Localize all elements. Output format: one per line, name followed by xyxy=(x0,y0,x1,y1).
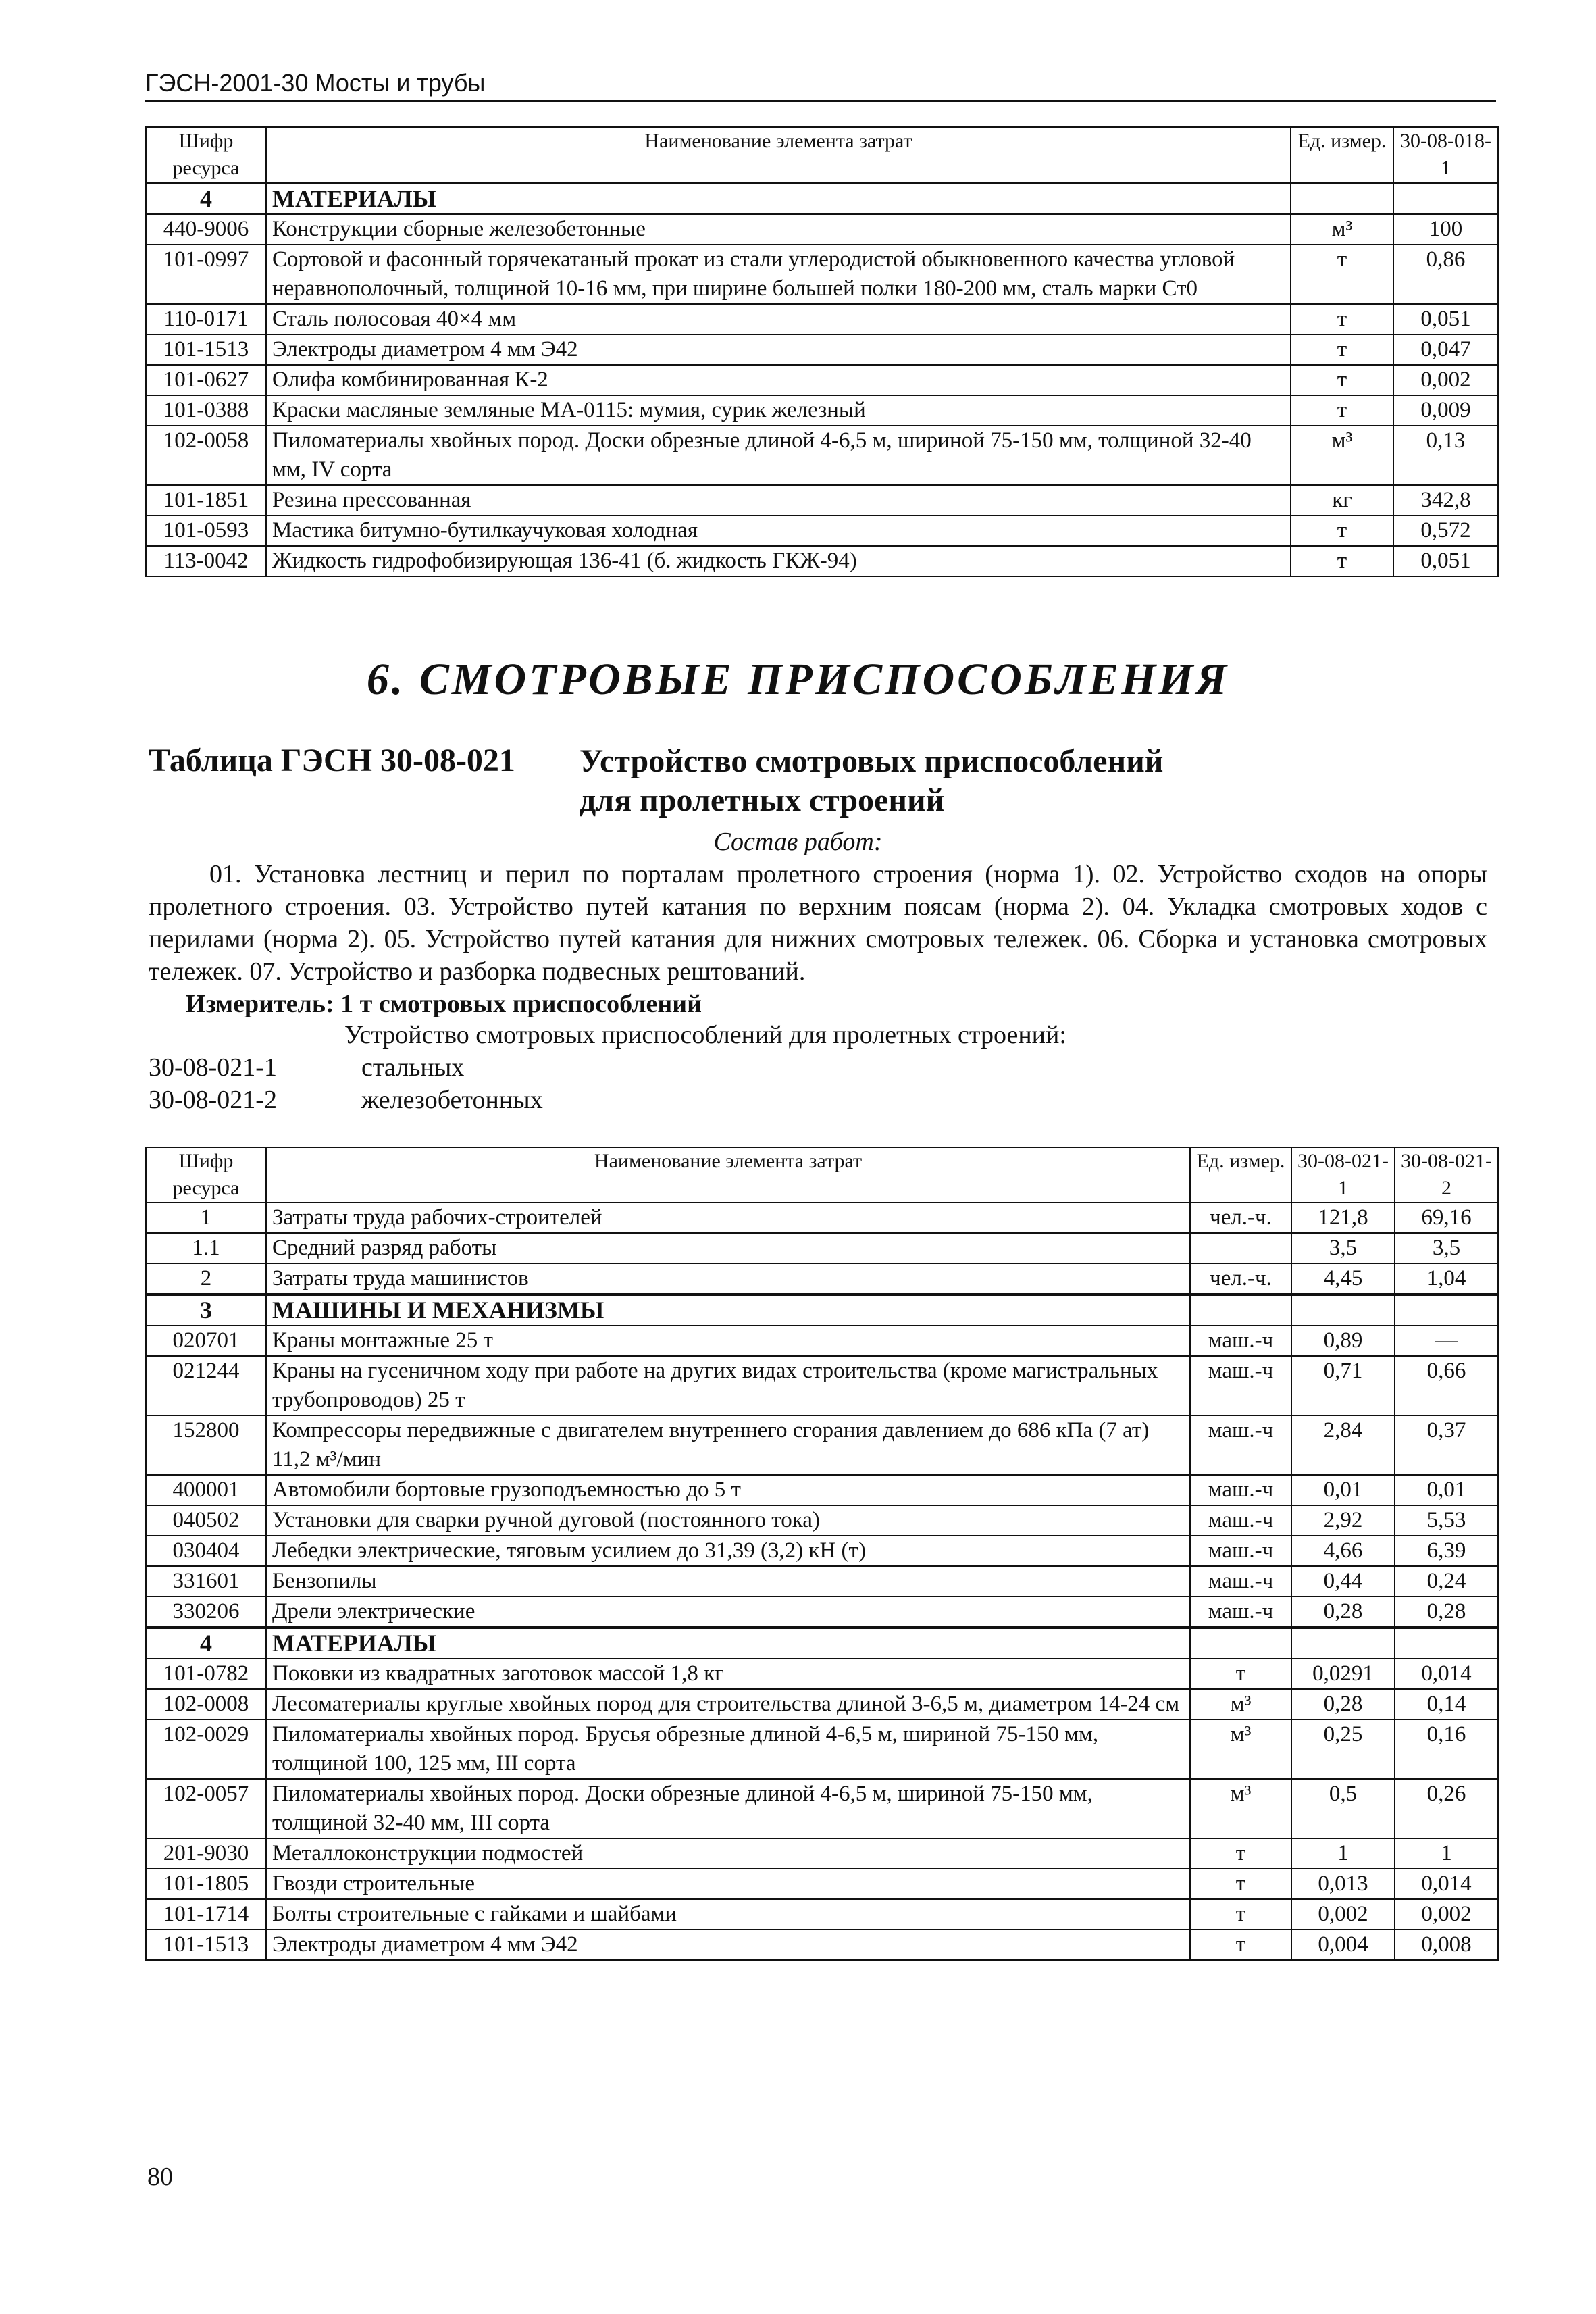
cell-unit: т xyxy=(1291,245,1393,304)
cell-name: Бензопилы xyxy=(266,1566,1190,1596)
cell-norm-2: 5,53 xyxy=(1395,1505,1498,1536)
cell-unit: маш.-ч xyxy=(1190,1356,1291,1415)
cell-norm: 0,572 xyxy=(1393,515,1498,546)
cell-code: 4 xyxy=(146,183,266,214)
cell-code: 101-0627 xyxy=(146,365,266,395)
table-row xyxy=(146,1596,1498,1628)
cell-unit: м³ xyxy=(1190,1719,1291,1779)
cell-norm-1: 3,5 xyxy=(1291,1233,1395,1263)
cell-norm-2: 0,24 xyxy=(1395,1566,1498,1596)
table-label: Таблица ГЭСН 30-08-021 xyxy=(149,743,515,778)
table-row xyxy=(146,1356,1498,1415)
header-name: Наименование элемента затрат xyxy=(266,1147,1190,1203)
table-row xyxy=(146,546,1498,576)
cell-unit: чел.-ч. xyxy=(1190,1203,1291,1233)
cell-unit: т xyxy=(1190,1838,1291,1869)
cell-unit: т xyxy=(1190,1659,1291,1689)
variant-code: 30-08-021-1 xyxy=(149,1053,277,1082)
cell-name: Жидкость гидрофобизирующая 136-41 (б. жидкость ГКЖ-94) xyxy=(266,546,1291,576)
table-group-row xyxy=(146,183,1498,214)
cell-unit: маш.-ч xyxy=(1190,1596,1291,1628)
cell-norm-2: 0,28 xyxy=(1395,1596,1498,1628)
cell-name: Автомобили бортовые грузоподъемностью до 5 т xyxy=(266,1475,1190,1505)
cell-code: 1.1 xyxy=(146,1233,266,1263)
measure-unit: Измеритель: 1 т смотровых приспособлений xyxy=(186,990,702,1018)
cell-code: 101-0782 xyxy=(146,1659,266,1689)
table-row xyxy=(146,1203,1498,1233)
cell-norm: 0,13 xyxy=(1393,426,1498,485)
cell-unit: т xyxy=(1291,334,1393,365)
cell-norm-1: 1 xyxy=(1291,1838,1395,1869)
cell-norm-1: 2,92 xyxy=(1291,1505,1395,1536)
cell-norm-2: 0,014 xyxy=(1395,1869,1498,1899)
cell-norm-1: 0,25 xyxy=(1291,1719,1395,1779)
cell-code: 330206 xyxy=(146,1596,266,1628)
table-row xyxy=(146,426,1498,485)
cell-name: Сталь полосовая 40×4 мм xyxy=(266,304,1291,334)
cell-norm-2: 1 xyxy=(1395,1838,1498,1869)
cell-unit: маш.-ч xyxy=(1190,1415,1291,1475)
cell-name: Металлоконструкции подмостей xyxy=(266,1838,1190,1869)
table-row xyxy=(146,1263,1498,1294)
cell-code: 102-0008 xyxy=(146,1689,266,1719)
cell-unit: т xyxy=(1190,1869,1291,1899)
header-norm-2: 30-08-021-2 xyxy=(1395,1147,1498,1203)
cell-code: 101-1851 xyxy=(146,485,266,515)
cell-unit: кг xyxy=(1291,485,1393,515)
table-row xyxy=(146,485,1498,515)
cell-name: Поковки из квадратных заготовок массой 1,8 кг xyxy=(266,1659,1190,1689)
cell-norm-2: 6,39 xyxy=(1395,1536,1498,1566)
header-code: Шифр ресурса xyxy=(146,127,266,183)
cell-norm: 0,009 xyxy=(1393,395,1498,426)
cell-norm-2 xyxy=(1395,1628,1498,1659)
cell-norm-2: 0,014 xyxy=(1395,1659,1498,1689)
cell-norm-1 xyxy=(1291,1294,1395,1326)
cell-code: 101-1714 xyxy=(146,1899,266,1930)
cell-code: 021244 xyxy=(146,1356,266,1415)
table-row xyxy=(146,245,1498,304)
cell-code: 1 xyxy=(146,1203,266,1233)
table-row xyxy=(146,1505,1498,1536)
cell-norm: 0,86 xyxy=(1393,245,1498,304)
cell-norm-2: 0,26 xyxy=(1395,1779,1498,1838)
cell-norm-2: 0,16 xyxy=(1395,1719,1498,1779)
cell-norm-1: 2,84 xyxy=(1291,1415,1395,1475)
cell-name: Краски масляные земляные МА-0115: мумия, сурик железный xyxy=(266,395,1291,426)
cell-unit: м³ xyxy=(1190,1779,1291,1838)
table-row xyxy=(146,1415,1498,1475)
header-unit: Ед. измер. xyxy=(1190,1147,1291,1203)
cell-unit: т xyxy=(1291,304,1393,334)
cell-norm-1: 0,004 xyxy=(1291,1930,1395,1960)
cell-norm-1: 121,8 xyxy=(1291,1203,1395,1233)
cell-norm: 0,051 xyxy=(1393,546,1498,576)
cell-code: 040502 xyxy=(146,1505,266,1536)
cell-norm-2: — xyxy=(1395,1326,1498,1356)
variants-intro: Устройство смотровых приспособлений для пролетных строений: xyxy=(344,1021,1066,1049)
cell-norm-1: 0,89 xyxy=(1291,1326,1395,1356)
cell-name: Средний разряд работы xyxy=(266,1233,1190,1263)
variant-name: стальных xyxy=(361,1053,465,1082)
cell-norm: 0,051 xyxy=(1393,304,1498,334)
cell-name: Дрели электрические xyxy=(266,1596,1190,1628)
cell-code: 102-0057 xyxy=(146,1779,266,1838)
table-header-row xyxy=(146,1147,1498,1203)
table-row xyxy=(146,304,1498,334)
cell-name: Олифа комбинированная К-2 xyxy=(266,365,1291,395)
cell-norm: 342,8 xyxy=(1393,485,1498,515)
header-name: Наименование элемента затрат xyxy=(266,127,1291,183)
cell-code: 4 xyxy=(146,1628,266,1659)
cell-code: 101-1805 xyxy=(146,1869,266,1899)
cell-name: Пиломатериалы хвойных пород. Доски обрезные длиной 4-6,5 м, шириной 75-150 мм, толщиной 32-40 мм, IV сорта xyxy=(266,426,1291,485)
table-row xyxy=(146,1566,1498,1596)
section-title: 6. СМОТРОВЫЕ ПРИСПОСОБЛЕНИЯ xyxy=(366,655,1230,704)
running-header: ГЭСН-2001-30 Мосты и трубы xyxy=(145,68,1496,102)
cell-norm: 0,002 xyxy=(1393,365,1498,395)
cell-norm-2: 3,5 xyxy=(1395,1233,1498,1263)
cell-norm-2: 0,37 xyxy=(1395,1415,1498,1475)
table-row xyxy=(146,1475,1498,1505)
cell-unit xyxy=(1291,183,1393,214)
cell-code: 030404 xyxy=(146,1536,266,1566)
cell-name: Лебедки электрические, тяговым усилием до 31,39 (3,2) кН (т) xyxy=(266,1536,1190,1566)
cell-unit xyxy=(1190,1233,1291,1263)
table-heading xyxy=(580,742,1163,820)
header-code: Шифр ресурса xyxy=(146,1147,266,1203)
table-row xyxy=(146,1869,1498,1899)
cell-norm-2: 0,002 xyxy=(1395,1899,1498,1930)
cell-name: МАШИНЫ И МЕХАНИЗМЫ xyxy=(266,1294,1190,1326)
page-number: 80 xyxy=(147,2163,173,2191)
table-row xyxy=(146,1779,1498,1838)
table-heading-line-2: для пролетных строений xyxy=(580,782,945,818)
cell-norm-2: 0,008 xyxy=(1395,1930,1498,1960)
cell-unit: т xyxy=(1291,515,1393,546)
cell-unit: т xyxy=(1190,1930,1291,1960)
table-body xyxy=(146,183,1498,576)
cell-code: 152800 xyxy=(146,1415,266,1475)
cell-name: МАТЕРИАЛЫ xyxy=(266,1628,1190,1659)
materials-table-30-08-018 xyxy=(145,126,1499,577)
table-row xyxy=(146,334,1498,365)
cell-name: Пиломатериалы хвойных пород. Брусья обрезные длиной 4-6,5 м, шириной 75-150 мм, толщиной 100, 125 мм, III сорта xyxy=(266,1719,1190,1779)
cell-code: 020701 xyxy=(146,1326,266,1356)
cell-norm-1: 0,5 xyxy=(1291,1779,1395,1838)
cell-norm-1: 0,71 xyxy=(1291,1356,1395,1415)
cell-norm-2: 69,16 xyxy=(1395,1203,1498,1233)
works-text: 01. Установка лестниц и перил по порталам пролетного строения (норма 1). 02. Устройство сходов на опоры пролетного строения. 03. Устройство путей катания по верхним поясам (норма 2). 04. Укладка смотровых ходов с перилами (норма 2). 05. Устройство путей катания для нижних смотровых тележек. 06. Сборка и установка смотровых тележек. 07. Устройство и разборка подвесных рештований. xyxy=(149,860,1487,986)
variant-item xyxy=(149,1084,543,1116)
resources-table-30-08-021 xyxy=(145,1147,1499,1961)
cell-norm-2: 0,66 xyxy=(1395,1356,1498,1415)
cell-name: Электроды диаметром 4 мм Э42 xyxy=(266,1930,1190,1960)
cell-unit: м³ xyxy=(1190,1689,1291,1719)
table-row xyxy=(146,1930,1498,1960)
cell-name: Пиломатериалы хвойных пород. Доски обрезные длиной 4-6,5 м, шириной 75-150 мм, толщиной 32-40 мм, III сорта xyxy=(266,1779,1190,1838)
cell-name: Сортовой и фасонный горячекатаный прокат из стали углеродистой обыкновенного качества угловой неравнополочный, толщиной 10-16 мм, при ширине большей полки 180-200 мм, сталь марки Ст0 xyxy=(266,245,1291,304)
table-row xyxy=(146,1689,1498,1719)
cell-name: Электроды диаметром 4 мм Э42 xyxy=(266,334,1291,365)
cell-code: 101-0593 xyxy=(146,515,266,546)
cell-norm-2: 1,04 xyxy=(1395,1263,1498,1294)
cell-code: 2 xyxy=(146,1263,266,1294)
cell-norm: 0,047 xyxy=(1393,334,1498,365)
cell-code: 110-0171 xyxy=(146,304,266,334)
table-header-row xyxy=(146,127,1498,183)
header-norm-1: 30-08-021-1 xyxy=(1291,1147,1395,1203)
cell-norm-1: 0,44 xyxy=(1291,1566,1395,1596)
cell-unit: маш.-ч xyxy=(1190,1505,1291,1536)
table-row xyxy=(146,515,1498,546)
cell-unit: т xyxy=(1291,365,1393,395)
variant-code: 30-08-021-2 xyxy=(149,1086,277,1114)
table-row xyxy=(146,214,1498,245)
cell-name: Конструкции сборные железобетонные xyxy=(266,214,1291,245)
cell-norm-1: 0,28 xyxy=(1291,1689,1395,1719)
table-row xyxy=(146,1719,1498,1779)
cell-code: 113-0042 xyxy=(146,546,266,576)
cell-code: 102-0058 xyxy=(146,426,266,485)
table-heading-line-1: Устройство смотровых приспособлений xyxy=(580,743,1164,779)
cell-code: 440-9006 xyxy=(146,214,266,245)
cell-code: 101-1513 xyxy=(146,1930,266,1960)
cell-norm-1: 4,66 xyxy=(1291,1536,1395,1566)
cell-name: МАТЕРИАЛЫ xyxy=(266,183,1291,214)
cell-name: Резина прессованная xyxy=(266,485,1291,515)
cell-name: Затраты труда машинистов xyxy=(266,1263,1190,1294)
table-row xyxy=(146,1899,1498,1930)
cell-norm-2: 0,01 xyxy=(1395,1475,1498,1505)
table-row xyxy=(146,1326,1498,1356)
cell-unit: чел.-ч. xyxy=(1190,1263,1291,1294)
cell-code: 3 xyxy=(146,1294,266,1326)
cell-norm-1: 0,002 xyxy=(1291,1899,1395,1930)
cell-name: Гвозди строительные xyxy=(266,1869,1190,1899)
cell-code: 101-1513 xyxy=(146,334,266,365)
cell-name: Компрессоры передвижные с двигателем внутреннего сгорания давлением до 686 кПа (7 ат) 11,2 м³/мин xyxy=(266,1415,1190,1475)
table-row xyxy=(146,1838,1498,1869)
table-row xyxy=(146,1536,1498,1566)
cell-unit: маш.-ч xyxy=(1190,1536,1291,1566)
cell-norm-1: 0,28 xyxy=(1291,1596,1395,1628)
table-group-row xyxy=(146,1294,1498,1326)
cell-code: 101-0997 xyxy=(146,245,266,304)
cell-unit: т xyxy=(1291,546,1393,576)
cell-norm-2 xyxy=(1395,1294,1498,1326)
table-group-row xyxy=(146,1628,1498,1659)
cell-code: 331601 xyxy=(146,1566,266,1596)
cell-unit: м³ xyxy=(1291,426,1393,485)
header-norm: 30-08-018-1 xyxy=(1393,127,1498,183)
cell-name: Краны монтажные 25 т xyxy=(266,1326,1190,1356)
table-body xyxy=(146,1203,1498,1960)
cell-name: Затраты труда рабочих-строителей xyxy=(266,1203,1190,1233)
cell-norm-1: 0,0291 xyxy=(1291,1659,1395,1689)
cell-norm-1: 4,45 xyxy=(1291,1263,1395,1294)
variant-name: железобетонных xyxy=(361,1086,543,1114)
cell-name: Лесоматериалы круглые хвойных пород для строительства длиной 3-6,5 м, диаметром 14-24 см xyxy=(266,1689,1190,1719)
cell-norm-2: 0,14 xyxy=(1395,1689,1498,1719)
table-row xyxy=(146,365,1498,395)
works-title: Состав работ: xyxy=(713,828,883,856)
cell-name: Установки для сварки ручной дуговой (постоянного тока) xyxy=(266,1505,1190,1536)
cell-norm: 100 xyxy=(1393,214,1498,245)
cell-unit: маш.-ч xyxy=(1190,1566,1291,1596)
cell-name: Болты строительные с гайками и шайбами xyxy=(266,1899,1190,1930)
cell-unit: маш.-ч xyxy=(1190,1475,1291,1505)
cell-norm-1: 0,01 xyxy=(1291,1475,1395,1505)
cell-norm xyxy=(1393,183,1498,214)
cell-unit xyxy=(1190,1628,1291,1659)
cell-unit: т xyxy=(1291,395,1393,426)
cell-code: 201-9030 xyxy=(146,1838,266,1869)
cell-name: Краны на гусеничном ходу при работе на других видах строительства (кроме магистральных трубопроводов) 25 т xyxy=(266,1356,1190,1415)
cell-name: Мастика битумно-бутилкаучуковая холодная xyxy=(266,515,1291,546)
cell-code: 101-0388 xyxy=(146,395,266,426)
header-unit: Ед. измер. xyxy=(1291,127,1393,183)
cell-unit: маш.-ч xyxy=(1190,1326,1291,1356)
variant-item xyxy=(149,1051,464,1084)
table-row xyxy=(146,1233,1498,1263)
cell-unit: м³ xyxy=(1291,214,1393,245)
cell-unit xyxy=(1190,1294,1291,1326)
table-row xyxy=(146,1659,1498,1689)
table-row xyxy=(146,395,1498,426)
cell-norm-1 xyxy=(1291,1628,1395,1659)
cell-unit: т xyxy=(1190,1899,1291,1930)
cell-norm-1: 0,013 xyxy=(1291,1869,1395,1899)
cell-code: 400001 xyxy=(146,1475,266,1505)
cell-code: 102-0029 xyxy=(146,1719,266,1779)
